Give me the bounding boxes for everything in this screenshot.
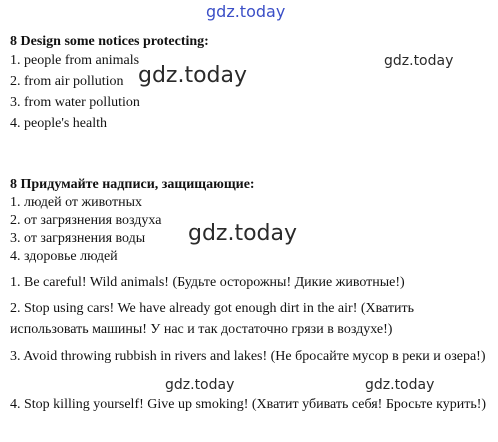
- english-task-item: 3. from water pollution: [10, 95, 140, 110]
- answer-paragraph: 3. Avoid throwing rubbish in rivers and lakes! (Не бросайте мусор в реки и озера!): [10, 349, 486, 364]
- answer-paragraph: 2. Stop using cars! We have already got enough dirt in the air! (Хватить использовать машины! У нас и так достаточно грязи в воздухе!): [10, 301, 415, 337]
- answer-paragraph: 4. Stop killing yourself! Give up smoking! (Хватит убивать себя! Бросьте курить!): [10, 397, 487, 412]
- russian-task-item: 2. от загрязнения воздуха: [10, 213, 162, 228]
- watermark-large-2: gdz.today: [188, 221, 298, 246]
- english-task-item: 4. people's health: [10, 116, 107, 131]
- watermark-small-2: gdz.today: [365, 377, 435, 393]
- watermark-top: gdz.today: [206, 2, 286, 21]
- answer-paragraph: 1. Be careful! Wild animals! (Будьте осторожны! Дикие животные!): [10, 275, 405, 290]
- english-task-item: 1. people from animals: [10, 53, 140, 68]
- watermark-large-1: gdz.today: [138, 63, 248, 88]
- russian-task-item: 4. здоровье людей: [10, 249, 118, 264]
- english-task-heading: 8 Design some notices protecting:: [10, 34, 209, 49]
- russian-task-item: 1. людей от животных: [10, 195, 143, 210]
- russian-task-heading: 8 Придумайте надписи, защищающие:: [10, 177, 255, 192]
- russian-task-item: 3. от загрязнения воды: [10, 231, 146, 246]
- watermark-small-1: gdz.today: [165, 377, 235, 393]
- english-task-item: 2. from air pollution: [10, 74, 124, 89]
- watermark-right: gdz.today: [384, 53, 454, 69]
